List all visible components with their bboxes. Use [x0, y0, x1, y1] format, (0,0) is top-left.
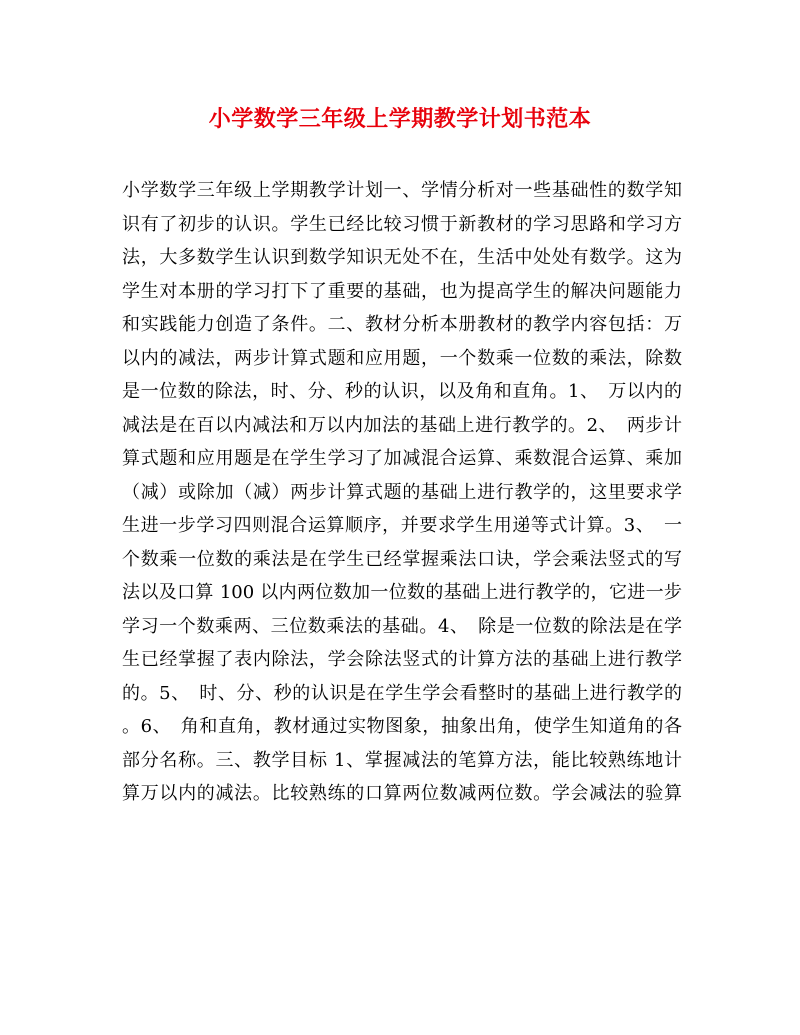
document-body [122, 174, 682, 811]
body-line: 。6、 角和直角，教材通过实物图象，抽象出角，使学生知道角的各 [122, 716, 682, 737]
body-line: 法，大多数学生认识到数学知识无处不在，生活中处处有数学。这为 [122, 247, 682, 268]
body-line: 生已经掌握了表内除法，学会除法竖式的计算方法的基础上进行教学 [122, 649, 682, 670]
body-line: 算式题和应用题是在学生学习了加减混合运算、乘数混合运算、乘加 [122, 448, 682, 469]
body-line: 的。5、 时、分、秒的认识是在学生学会看整时的基础上进行教学的 [122, 682, 682, 704]
body-line: 小学数学三年级上学期教学计划一、学情分析对一些基础性的数学知 [122, 180, 682, 201]
body-line: 和实践能力创造了条件。二、教材分析本册教材的教学内容包括：万 [122, 314, 682, 335]
body-line: 法以及口算 100 以内两位数加一位数的基础上进行教学的，它进一步 [122, 582, 682, 603]
body-line: 学习一个数乘两、三位数乘法的基础。4、 除是一位数的除法是在学 [122, 615, 682, 637]
body-line: 生进一步学习四则混合运算顺序，并要求学生用递等式计算。3、 一 [122, 515, 682, 536]
body-line: 算万以内的减法。比较熟练的口算两位数减两位数。学会减法的验算 [122, 783, 682, 804]
body-line: 识有了初步的认识。学生已经比较习惯于新教材的学习思路和学习方 [122, 213, 682, 235]
body-line: 减法是在百以内减法和万以内加法的基础上进行教学的。2、 两步计 [122, 414, 682, 436]
document-title: 小学数学三年级上学期教学计划书范本 [208, 106, 592, 132]
body-line: 以内的减法，两步计算式题和应用题，一个数乘一位数的乘法，除数 [122, 347, 682, 369]
body-line: 学生对本册的学习打下了重要的基础，也为提高学生的解决问题能力 [122, 280, 682, 302]
body-line: （减）或除加（减）两步计算式题的基础上进行教学的，这里要求学 [122, 481, 682, 503]
body-line: 部分名称。三、教学目标 1、掌握减法的笔算方法，能比较熟练地计 [122, 749, 682, 771]
body-line: 个数乘一位数的乘法是在学生已经掌握乘法口诀，学会乘法竖式的写 [122, 548, 682, 570]
body-line: 是一位数的除法，时、分、秒的认识，以及角和直角。1、 万以内的 [122, 381, 682, 402]
